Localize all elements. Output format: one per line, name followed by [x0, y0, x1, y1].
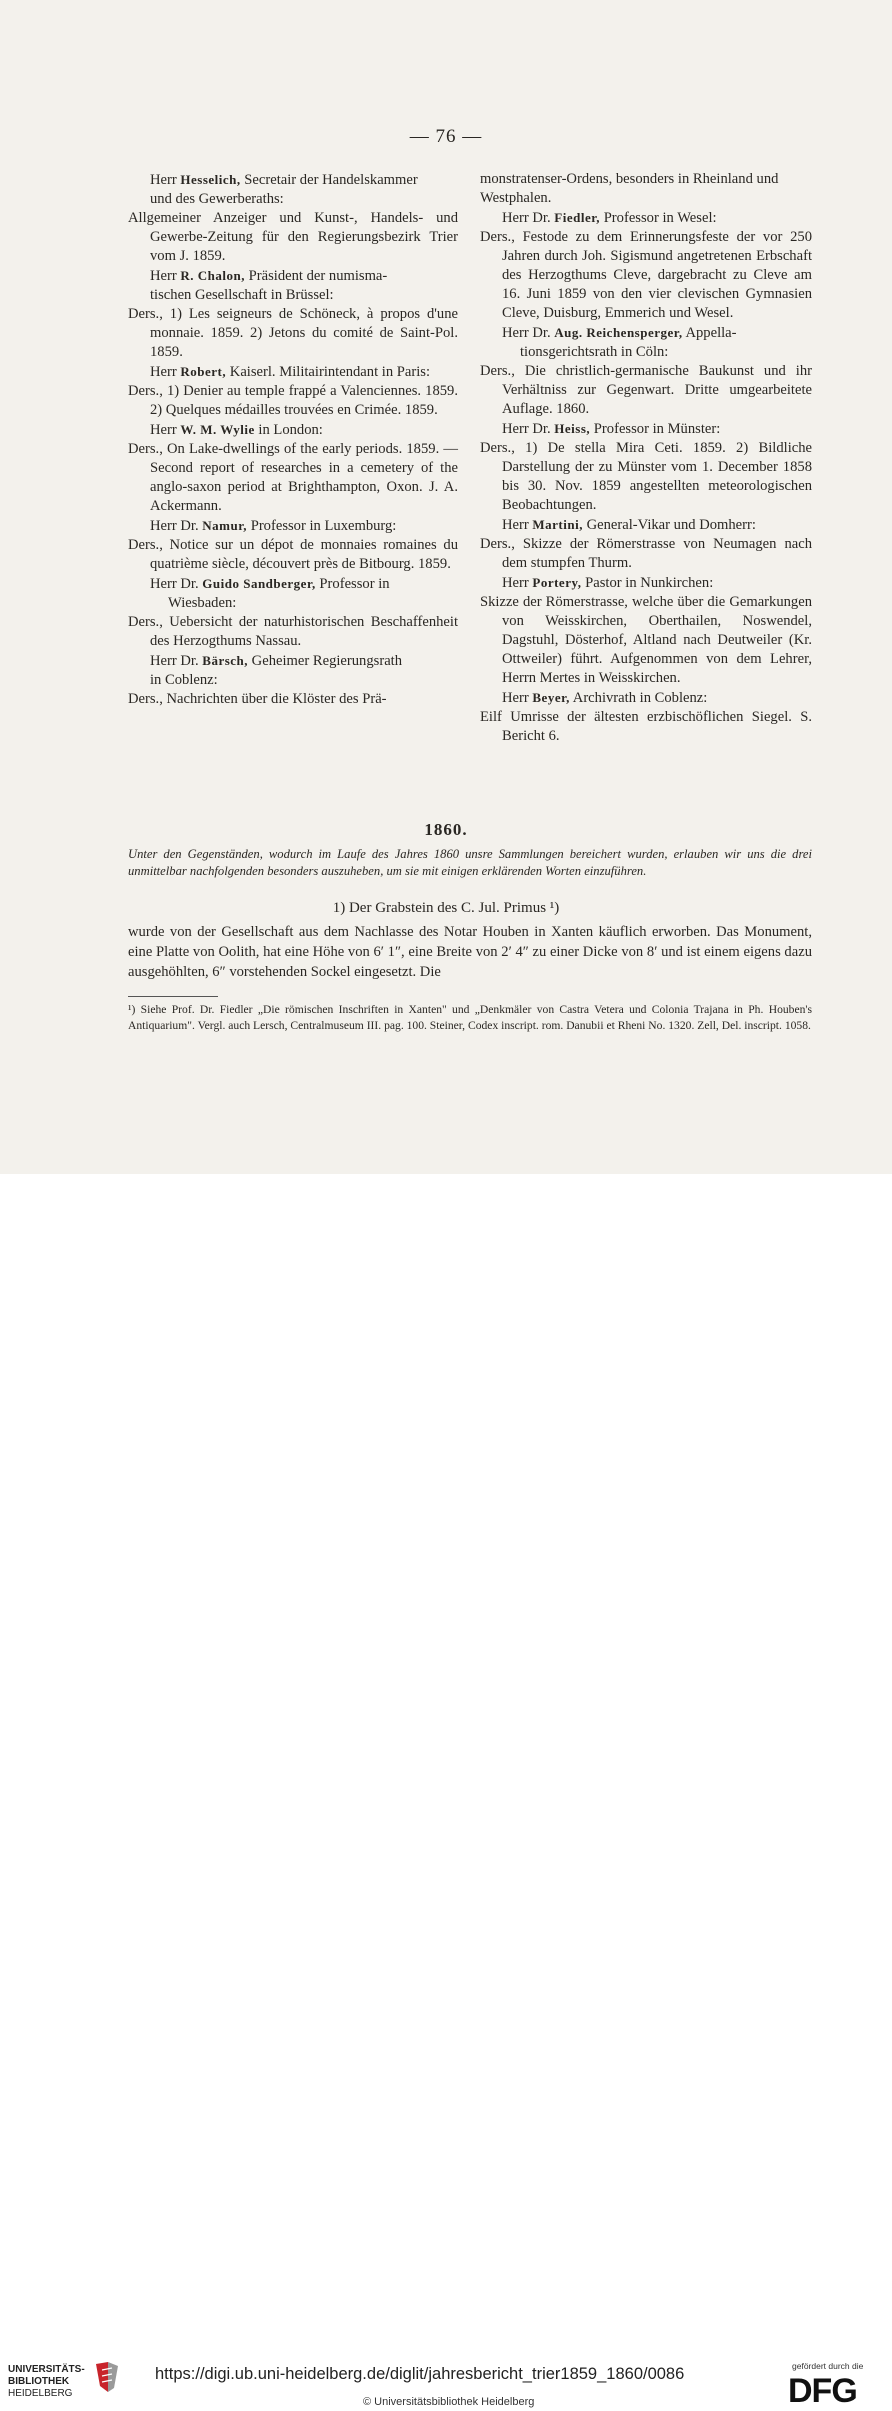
donor-role: Kaiserl. Militairintendant in Paris:: [226, 364, 431, 380]
left-column: [128, 170, 458, 709]
donor-line-continued: und des Gewerberaths:: [150, 191, 284, 207]
donor-role: Geheimer Regierungsrath: [248, 653, 403, 669]
donation-entry: Allgemeiner Anzeiger und Kunst-, Handels- und Gewerbe-Zeitung für den Regierungsbezirk Trier vom J. 1859.: [128, 210, 458, 264]
donor-line-continued: in Coblenz:: [150, 672, 218, 688]
footer-bar: [0, 1174, 892, 2410]
donor-line: [150, 516, 458, 536]
donor-role: General-Vikar und Domherr:: [582, 517, 756, 533]
donor-line: [502, 323, 812, 343]
donor-role: in London:: [254, 422, 323, 438]
donor-name: Heiss,: [554, 421, 591, 436]
donation-entry: Ders., 1) De stella Mira Ceti. 1859. 2) Bildliche Darstellung der zu Münster vom 1. December 1858 bis 30. Nov. 1859 angestellten meteorologischen Beobachtungen.: [480, 440, 812, 513]
funded-by-caption: gefördert durch die: [792, 2361, 864, 2371]
donation-entry: Ders., 1) Denier au temple frappé a Valenciennes. 1859. 2) Quelques médailles trouvées en Crimée. 1859.: [128, 383, 458, 418]
donor-role: Präsident der numisma-: [245, 268, 388, 284]
donor-line: [502, 419, 812, 439]
donor-name: Beyer,: [532, 690, 570, 705]
intro-paragraph: Unter den Gegenständen, wodurch im Laufe des Jahres 1860 unsre Sammlungen bereichert wurden, erlauben wir uns die drei unmittelbar nachfolgenden besonders auszuheben, um sie mit einigen erklärenden Worten einzuführen.: [128, 847, 812, 878]
scanned-page: [0, 0, 892, 1174]
library-line-2: BIBLIOTHEK: [8, 2376, 70, 2387]
donor-name: Hesselich,: [180, 172, 241, 187]
donor-role: Professor in Münster:: [590, 421, 721, 437]
donor-name: Bärsch,: [202, 653, 249, 668]
donation-entry: Ders., 1) Les seigneurs de Schöneck, à propos d'une monnaie. 1859. 2) Jetons du comité de Saint-Pol. 1859.: [128, 306, 458, 360]
donation-entry: Ders., Festode zu dem Erinnerungsfeste der vor 250 Jahren durch Joh. Sigismund angetretenen Erbschaft des Herzogthums Cleve, dargebracht zu Cleve am 16. Juni 1859 von den vier clevischen Gymnasien Cleve, Duisburg, Emmerich und Wesel.: [480, 229, 812, 321]
donor-line: [150, 170, 458, 190]
donor-prefix: Herr Dr.: [502, 325, 555, 341]
donor-line: [150, 651, 458, 671]
donor-line: [502, 515, 812, 535]
donor-prefix: Herr: [150, 268, 181, 284]
donor-name: Aug. Reichensperger,: [554, 325, 683, 340]
donor-name: W. M. Wylie: [180, 422, 255, 437]
library-line-3: HEIDELBERG: [8, 2388, 73, 2399]
donation-entry: Ders., Notice sur un dépot de monnaies romaines du quatrième siècle, découvert près de Bitbourg. 1859.: [128, 537, 458, 572]
donor-role: Professor in Luxemburg:: [247, 518, 397, 534]
right-column: [480, 170, 812, 746]
donor-prefix: Herr: [502, 690, 533, 706]
donor-role: Secretair der Handelskammer: [240, 172, 418, 188]
donor-prefix: Herr: [502, 575, 533, 591]
donation-entry: Ders., Die christlich-germanische Baukunst und ihr Verhältniss zur Gegenwart. Dritte umgearbeitete Auflage. 1860.: [480, 363, 812, 417]
donor-role: Appella-: [682, 325, 737, 341]
donor-name: R. Chalon,: [180, 268, 245, 283]
donor-line-continued: Wiesbaden:: [168, 595, 237, 611]
donor-prefix: Herr Dr.: [502, 421, 555, 437]
body-paragraph: wurde von der Gesellschaft aus dem Nachlasse des Notar Houben in Xanten käuflich erworben. Das Monument, eine Platte von Oolith, hat eine Höhe von 6′ 1″, eine Breite von 2′ 4″ zu einer Dicke von 8′ und ist einem eigens dazu ausgehöhlten, 6″ vorstehenden Sockel eingesetzt. Die: [128, 924, 812, 980]
donor-prefix: Herr Dr.: [150, 518, 203, 534]
donor-prefix: Herr: [150, 364, 181, 380]
donation-entry-continued: monstratenser-Ordens, besonders in Rheinland und Westphalen.: [480, 171, 779, 206]
donor-line: [150, 574, 458, 594]
page-number: — 76 —: [409, 126, 483, 147]
donor-name: Guido Sandberger,: [202, 576, 316, 591]
library-crest-icon: [92, 2360, 122, 2394]
donor-role: Professor in Wesel:: [600, 210, 717, 226]
year-heading: 1860.: [424, 820, 468, 839]
donor-prefix: Herr Dr.: [502, 210, 555, 226]
donor-line: [150, 420, 458, 440]
donor-prefix: Herr: [150, 422, 181, 438]
footnote-rule: [128, 996, 218, 997]
donor-role: Professor in: [315, 576, 390, 592]
donor-line-continued: tionsgerichtsrath in Cöln:: [520, 344, 669, 360]
donor-line: [502, 573, 812, 593]
library-logo-text: [8, 2364, 85, 2400]
donor-line: [502, 688, 812, 708]
section-heading: 1) Der Grabstein des C. Jul. Primus ¹): [332, 900, 560, 916]
donor-line: [502, 208, 812, 228]
donor-line: [150, 362, 458, 382]
copyright-text: © Universitätsbibliothek Heidelberg: [363, 2396, 535, 2408]
donor-role: Archivrath in Coblenz:: [569, 690, 708, 706]
donor-name: Robert,: [180, 364, 227, 379]
page-url-link[interactable]: https://digi.ub.uni-heidelberg.de/diglit/jahresbericht_trier1859_1860/0086: [155, 2365, 685, 2383]
donor-line-continued: tischen Gesellschaft in Brüssel:: [150, 287, 334, 303]
donor-line: [150, 266, 458, 286]
donor-name: Martini,: [532, 517, 583, 532]
donation-entry: Ders., Uebersicht der naturhistorischen Beschaffenheit des Herzogthums Nassau.: [128, 614, 458, 649]
library-line-1: UNIVERSITÄTS-: [8, 2364, 85, 2375]
donor-prefix: Herr: [502, 517, 533, 533]
donation-entry: Ders., Nachrichten über die Klöster des Prä-: [128, 691, 387, 707]
donation-entry: Eilf Umrisse der ältesten erzbischöflichen Siegel. S. Bericht 6.: [480, 709, 812, 744]
donation-entry: Skizze der Römerstrasse, welche über die Gemarkungen von Weisskirchen, Oberthailen, Noswendel, Dagstuhl, Dösterhof, Altland nach Deutweiler (Kr. Ottweiler) führt. Aufgenommen von dem Lehrer, Herrn Mertes in Weisskirchen.: [480, 594, 812, 686]
donation-entry: Ders., On Lake-dwellings of the early periods. 1859. — Second report of researches in a cemetery of the anglo-saxon period at Brighthampton, Oxon. J. A. Ackermann.: [128, 441, 458, 514]
donor-prefix: Herr Dr.: [150, 653, 203, 669]
donor-name: Namur,: [202, 518, 248, 533]
donor-prefix: Herr Dr.: [150, 576, 203, 592]
donor-prefix: Herr: [150, 172, 181, 188]
donor-name: Portery,: [532, 575, 582, 590]
donor-name: Fiedler,: [554, 210, 601, 225]
donation-entry: Ders., Skizze der Römerstrasse von Neumagen nach dem stumpfen Thurm.: [480, 536, 812, 571]
donor-role: Pastor in Nunkirchen:: [581, 575, 714, 591]
dfg-logo: DFG: [788, 2372, 857, 2410]
footnote: ¹) Siehe Prof. Dr. Fiedler „Die römischen Inschriften in Xanten" und „Denkmäler von Castra Vetera und Colonia Trajana in Ph. Houben's Antiquarium". Vergl. auch Lersch, Centralmuseum III. pag. 100. Steiner, Codex inscript. rom. Danubii et Rheni No. 1320. Zell, Del. inscript. 1058.: [128, 1003, 812, 1032]
